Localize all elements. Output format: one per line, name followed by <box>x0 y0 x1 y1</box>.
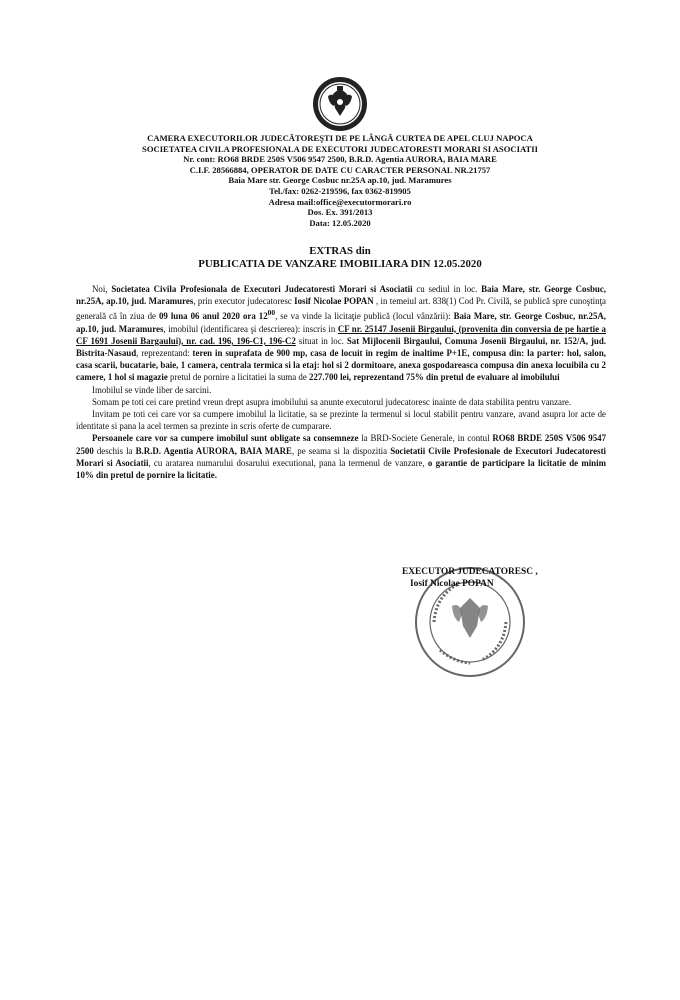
header-address: Baia Mare str. George Cosbuc nr.25A ap.10, jud. Maramures <box>228 175 452 186</box>
document-body <box>76 283 606 481</box>
header-case-number: Dos. Ex. 391/2013 <box>307 207 373 218</box>
signature-name: Iosif Nicolae POPAN <box>410 579 494 589</box>
header-company-name: SOCIETATEA CIVILA PROFESIONALA DE EXECUTORI JUDECATORESTI MORARI SI ASOCIATII <box>142 143 538 154</box>
paragraph-free-of-charges: Imobilul se vinde liber de sarcini. <box>92 384 212 395</box>
title-publication: PUBLICATIA DE VANZARE IMOBILIARA DIN 12.05.2020 <box>198 258 482 270</box>
header-bank-account: Nr. cont: RO68 BRDE 250S V506 9547 2500, B.R.D. Agentia AURORA, BAIA MARE <box>183 154 497 165</box>
signature-title: EXECUTOR JUDECATORESC , <box>402 567 538 577</box>
document-title <box>60 245 620 271</box>
paragraph-summons: Somam pe toti cei care pretind vreun drept asupra imobilului sa anunte executorul judecatoresc inainte de data stabilita pentru vanzare. <box>92 396 572 407</box>
header-email: Adresa mail:office@executormorari.ro <box>268 196 412 207</box>
paragraph-invitation: Invitam pe toti cei care vor sa cumpere imobilul la licitatie, sa se prezinte la termenul si locul stabilit pentru vanzare, avand asupra lor acte de identitate si pana la acel termen sa prezinte in scris oferte de cumparare. <box>76 409 606 432</box>
header-phone: Tel./fax: 0262-219596, fax 0362-819905 <box>269 185 411 196</box>
coat-of-arms-seal-icon <box>312 76 368 132</box>
paragraph-guarantee: Persoanele care vor sa cumpere imobilul sunt obligate sa consemneze la BRD-Societe Generale, in contul RO68 BRDE 250S V506 9547 2500 deschis la B.R.D. Agentia AURORA, BAIA MARE, pe seama si la dispozitia Societatii Civile Profesionale de Executori Judecatoresti Morari si Asociatii, cu aratarea numarului dosarului executional, pana la termenul de vanzare, o garantie de participare la licitatie de minim 10% din pretul de pornire la licitatie. <box>76 433 607 481</box>
header-fiscal-code: C.I.F. 28566884, OPERATOR DE DATE CU CARACTER PERSONAL NR.21757 <box>189 164 491 175</box>
letterhead <box>60 133 620 228</box>
header-date: Data: 12.05.2020 <box>309 217 371 228</box>
paragraph-sale-notice: Noi, Societatea Civila Profesionala de Executori Judecatoresti Morari si Asociatii cu sediul in loc. Baia Mare, str. George Cosbuc, nr.25A, ap.10, jud. Maramures, prin executor judecatoresc Iosif Nicolae POPAN , in temeiul art. 838(1) Cod Pr. Civilă, se publică spre cunoştinţa generală că în ziua de 09 luna 06 anul 2020 ora $12^{00}$, se va vinde la licitaţie publică (locul vânzării): Baia Mare, str. George Cosbuc, nr.25A, ap.10, jud. Maramures, imobilul (identificarea şi descrierea): inscris in CF nr. 25147 Josenii Birgaului, (provenita din conversia de pe hartie a CF 1691 Josenii Bargaului), nr. cad. 196, 196-C1, 196-C2 situat in loc. Sat Mijlocenii Birgaului, Comuna Josenii Birgaului, nr. 152/A, jud. Bistrita-Nasaud, reprezentand: teren in suprafata de 900 mp, casa de locuit in regim de inaltime P+1E, compusa din: la parter: hol, salon, casa scarii, bucatarie, baie, 1 camera, centrala termica si la etaj: hol si 2 dormitoare, anexa gospodareasca compusa din anexa locuibila cu 2 camere, 1 hol si magazie pretul de pornire a licitatiei la suma de 227.700 lei, reprezentand 75% din pretul de evaluare al imobilului <box>76 284 607 383</box>
header-chamber-name: CAMERA EXECUTORILOR JUDECĂTOREŞTI DE PE LÂNGĂ CURTEA DE APEL CLUJ NAPOCA <box>147 133 533 143</box>
signature-block <box>402 566 602 590</box>
title-extract: EXTRAS din <box>309 245 371 257</box>
